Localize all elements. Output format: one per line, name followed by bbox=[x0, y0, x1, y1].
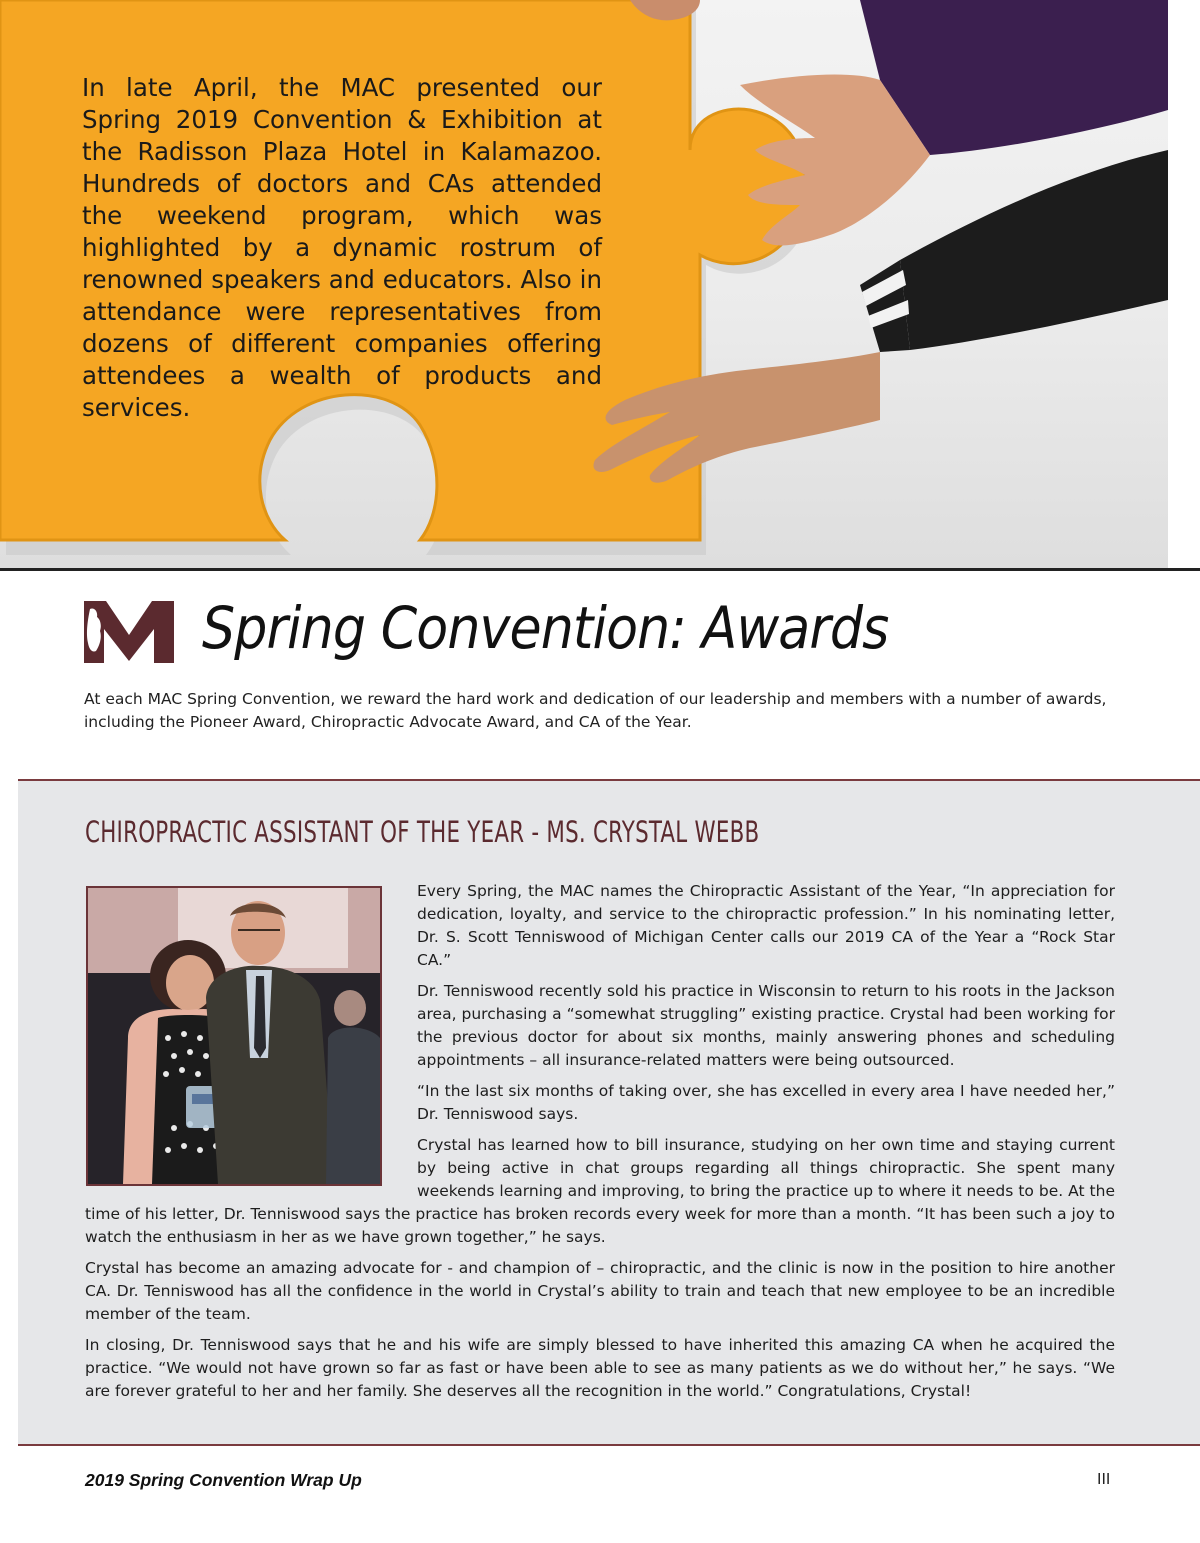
intro-paragraph: At each MAC Spring Convention, we reward the hard work and dedication of our leadership and members with a number of awards, including the Pioneer Award, Chiropractic Advocate Award, and CA of the Year. bbox=[84, 690, 1107, 731]
article-paragraph: Crystal has learned how to bill insurance, studying on her own time and staying current by being active in chat groups regarding all things chiropractic. She spent many weekends learning and improving, to bring the practice up to where it needs to be. At the time of his letter, Dr. Tenniswood says the practice has broken records every week for more than a month. “It has been such a joy to watch the enthusiasm in her as we have grown together,” he says. bbox=[85, 1136, 1115, 1246]
article-paragraph: In closing, Dr. Tenniswood says that he and his wife are simply blessed to have inherited this amazing CA when he acquired the practice. “We would not have grown so far as fast or have been able to see as many patients as we do without her,” he says. “We are forever grateful to her and her family. She deserves all the recognition in the world.” Congratulations, Crystal! bbox=[85, 1336, 1115, 1400]
article-body bbox=[85, 880, 1115, 1411]
mac-michigan-m-logo-icon bbox=[84, 601, 174, 663]
article-paragraph: Crystal has become an amazing advocate for - and champion of – chiropractic, and the clinic is now in the position to hire another CA. Dr. Tenniswood has all the confidence in the world in Crystal’s ability to train and teach that new employee to be an incredible member of the team. bbox=[85, 1259, 1115, 1323]
hero-divider bbox=[0, 568, 1200, 571]
hero-intro-text: In late April, the MAC presented our Spring 2019 Convention & Exhibition at the Radisson Plaza Hotel in Kalamazoo. Hundreds of doctors and CAs attended the weekend program, which was highlighted by a dynamic rostrum of renowned speakers and educators. Also in attendance were representatives from dozens of different companies offering attendees a wealth of products and services. bbox=[82, 73, 602, 422]
hero-banner bbox=[0, 0, 1168, 568]
article-paragraph: “In the last six months of taking over, she has excelled in every area I have needed her,” Dr. Tenniswood says. bbox=[417, 1082, 1115, 1123]
page-number: III bbox=[1097, 1471, 1111, 1488]
article-paragraph: Every Spring, the MAC names the Chiropractic Assistant of the Year, “In appreciation for dedication, loyalty, and service to the chiropractic profession.” In his nominating letter, Dr. S. Scott Tenniswood of Michigan Center calls our 2019 CA of the Year a “Rock Star CA.” bbox=[417, 882, 1115, 969]
section-heading: CHIROPRACTIC ASSISTANT OF THE YEAR - MS. CRYSTAL WEBB bbox=[85, 815, 760, 849]
article-paragraph: Dr. Tenniswood recently sold his practice in Wisconsin to return to his roots in the Jackson area, purchasing a “somewhat struggling” existing practice. Crystal had been working for the previous doctor for about six months, mainly answering phones and scheduling appointments – all insurance-related matters were being outsourced. bbox=[417, 982, 1115, 1069]
hero-edge bbox=[1168, 0, 1200, 568]
page-title: Spring Convention: Awards bbox=[202, 594, 889, 662]
footer-title: 2019 Spring Convention Wrap Up bbox=[85, 1470, 362, 1490]
photo-float-spacer bbox=[85, 880, 417, 1192]
